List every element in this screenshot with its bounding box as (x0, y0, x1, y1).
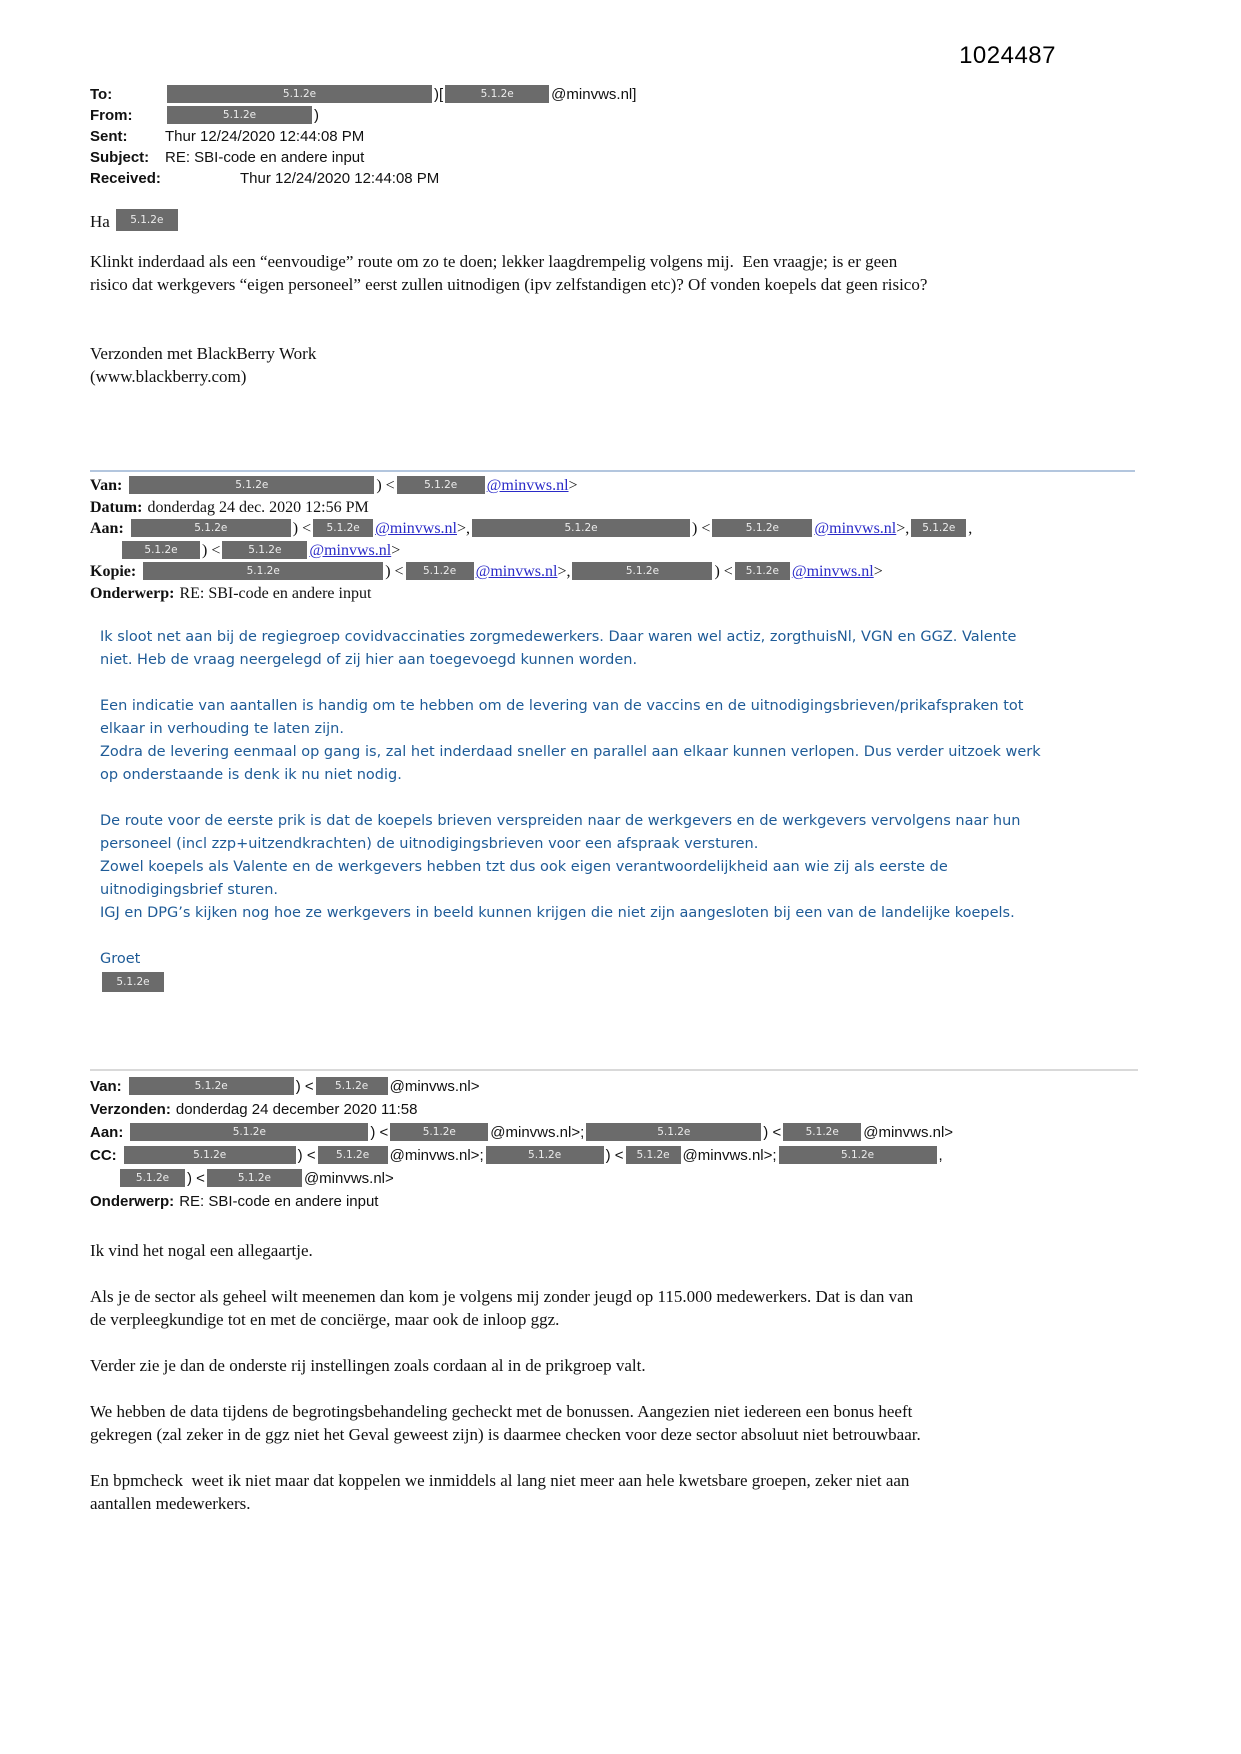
redaction-box: 5.1.2e (911, 519, 966, 537)
text-line: Zowel koepels als Valente en de werkgevers hebben tzt dus ook eigen verantwoordelijkheid aan wie zij als eerste de (100, 859, 948, 875)
field-value: , (938, 1147, 943, 1164)
header-row (90, 126, 1150, 147)
field-value: >, (557, 563, 571, 580)
header-row (90, 1144, 1150, 1167)
paragraph (90, 1285, 1150, 1331)
field-value: @minvws.nl>; (389, 1147, 484, 1164)
email3-body (90, 1239, 1150, 1515)
email1-greeting (90, 209, 1150, 232)
paragraph (90, 1354, 1150, 1377)
field-value: > (873, 563, 883, 580)
text-line: Klinkt inderdaad als een “eenvoudige” route om zo te doen; lekker laagdrempelig volgens mij. Een vraagje; is er geen (90, 252, 898, 271)
paragraph (90, 342, 1150, 388)
header-row (90, 84, 1150, 105)
text-line: uitnodigingsbrief sturen. (100, 882, 279, 898)
header-row (90, 1098, 1150, 1121)
redaction-box: 5.1.2e (397, 476, 485, 494)
field-label: Verzonden: (90, 1101, 171, 1118)
text-line: risico dat werkgevers “eigen personeel” eerst zullen uitnodigen (ipv zelfstandigen etc)? Of vonden koepels dat geen risico? (90, 275, 928, 294)
paragraph (90, 250, 1150, 296)
email-address-link[interactable]: @minvws.nl (475, 563, 558, 580)
field-label: Onderwerp: (90, 1193, 175, 1210)
field-label: Sent: (90, 128, 128, 145)
header-row (90, 1167, 1150, 1190)
text-line: En bpmcheck weet ik niet maar dat koppelen we inmiddels al lang niet meer aan hele kwetsbare groepen, zeker niet aan (90, 1471, 910, 1490)
field-value: RE: SBI-code en andere input (179, 584, 372, 602)
redaction-box: 5.1.2e (779, 1146, 937, 1164)
blackberry-signature (90, 342, 1150, 388)
field-value: ) < (714, 563, 733, 580)
text-line: Zodra de levering eenmaal op gang is, zal het inderdaad sneller en parallel aan elkaar kunnen verlopen. Dus verder uitzoek werk (100, 744, 1041, 760)
header-row (90, 1121, 1150, 1144)
text-line: elkaar in verhouding te laten zijn. (100, 721, 344, 737)
redaction-box: 5.1.2e (102, 972, 164, 992)
field-value: ) < (385, 563, 404, 580)
text-line: op onderstaande is denk ik nu niet nodig. (100, 767, 402, 783)
header-row (90, 518, 1150, 540)
field-value: RE: SBI-code en andere input (179, 1193, 379, 1210)
redaction-box: 5.1.2e (406, 562, 474, 580)
redaction-box: 5.1.2e (143, 562, 383, 580)
field-label: Van: (90, 1078, 122, 1095)
redaction-box: 5.1.2e (122, 541, 200, 559)
field-value: @minvws.nl] (551, 86, 637, 103)
field-value: )[ (434, 86, 444, 103)
field-value: donderdag 24 december 2020 11:58 (175, 1101, 418, 1118)
redaction-box: 5.1.2e (783, 1123, 861, 1141)
field-value: Thur 12/24/2020 12:44:08 PM (165, 128, 365, 145)
field-label: Received: (90, 170, 161, 187)
paragraph (100, 948, 1150, 971)
field-label: Van: (90, 477, 123, 494)
field-value: ) < (370, 1124, 389, 1141)
field-label: Aan: (90, 1124, 124, 1141)
email-address-link[interactable]: @minvws.nl (309, 541, 392, 559)
paragraph (90, 1469, 1150, 1515)
field-value: Ha (90, 212, 110, 231)
redaction-box: 5.1.2e (572, 562, 712, 580)
text-line: Ik vind het nogal een allegaartje. (90, 1241, 313, 1260)
field-label: Kopie: (90, 563, 137, 580)
field-value: @minvws.nl> (389, 1078, 480, 1095)
redaction-box: 5.1.2e (130, 1123, 368, 1141)
field-value: RE: SBI-code en andere input (165, 149, 365, 166)
text-line: De route voor de eerste prik is dat de koepels brieven verspreiden naar de werkgevers en de werkgevers vervolgens naar hun (100, 813, 1021, 829)
header-row (90, 583, 1150, 605)
field-value: ) < (376, 477, 395, 494)
email-address-link[interactable]: @minvws.nl (375, 520, 457, 537)
field-value: ) (314, 107, 319, 124)
field-label: From: (90, 107, 133, 124)
email-address-link[interactable]: @minvws.nl (791, 563, 874, 580)
redaction-box: 5.1.2e (129, 1077, 294, 1095)
text-line: Verder zie je dan de onderste rij instellingen zoals cordaan al in de prikgroep valt. (90, 1356, 646, 1375)
text-line: de verpleegkundige tot en met de conciërge, maar ook de inloop ggz. (90, 1310, 560, 1329)
text-line: Als je de sector als geheel wilt meenemen dan kom je volgens mij zonder jeugd op 115.000 medewerkers. Dat is dan van (90, 1287, 914, 1306)
email3-divider-line (90, 1069, 1138, 1071)
text-line: aantallen medewerkers. (90, 1494, 251, 1513)
redaction-box: 5.1.2e (390, 1123, 488, 1141)
header-row (90, 475, 1150, 497)
redaction-box: 5.1.2e (116, 209, 178, 231)
redaction-box: 5.1.2e (735, 562, 790, 580)
text-line: Verzonden met BlackBerry Work (90, 344, 317, 363)
redaction-box: 5.1.2e (167, 106, 312, 124)
redaction-box: 5.1.2e (124, 1146, 296, 1164)
text-line: gekregen (zal zeker in de ggz niet het Geval geweest zijn) is daarmee checken voor deze sector absoluut niet betrouwbaar. (90, 1425, 921, 1444)
redaction-box: 5.1.2e (626, 1146, 681, 1164)
text-line: Een indicatie van aantallen is handig om te hebben om de levering van de vaccins en de uitnodigingsbrieven/prikafspraken tot (100, 698, 1024, 714)
field-value: > (391, 541, 401, 559)
field-value: >, (896, 520, 910, 537)
redaction-box: 5.1.2e (120, 1169, 185, 1187)
email1-header (90, 84, 1150, 189)
field-value: donderdag 24 dec. 2020 12:56 PM (147, 498, 369, 516)
paragraph (100, 810, 1150, 925)
redaction-box: 5.1.2e (318, 1146, 388, 1164)
field-value: @minvws.nl> (863, 1124, 954, 1141)
field-value: Thur 12/24/2020 12:44:08 PM (240, 170, 440, 187)
redaction-box: 5.1.2e (313, 519, 373, 537)
redaction-box: 5.1.2e (129, 476, 374, 494)
email1-body (90, 250, 1150, 296)
field-value: >, (457, 520, 471, 537)
field-value: ) < (605, 1147, 624, 1164)
email2-divider-line (90, 470, 1135, 472)
header-row (90, 561, 1150, 583)
header-row (90, 105, 1150, 126)
field-label: Aan: (90, 520, 124, 537)
field-value: ) < (297, 1147, 316, 1164)
redaction-box: 5.1.2e (586, 1123, 761, 1141)
email2-body (90, 626, 1150, 971)
redaction-box: 5.1.2e (472, 519, 690, 537)
email-address-link[interactable]: @minvws.nl (814, 520, 897, 537)
field-label: Onderwerp: (90, 584, 175, 602)
redaction-box: 5.1.2e (207, 1169, 302, 1187)
field-value: ) < (692, 520, 711, 537)
redaction-box: 5.1.2e (222, 541, 307, 559)
paragraph (90, 1239, 1150, 1262)
text-line: Groet (100, 951, 141, 967)
document-number: 1024487 (959, 42, 1056, 69)
redaction-box: 5.1.2e (486, 1146, 604, 1164)
email-address-link[interactable]: @minvws.nl (486, 477, 569, 494)
email3-header (90, 1075, 1150, 1213)
header-row (90, 497, 1150, 519)
redaction-box: 5.1.2e (316, 1077, 388, 1095)
text-line: (www.blackberry.com) (90, 367, 247, 386)
field-value: ) < (202, 541, 221, 559)
header-row (90, 147, 1150, 168)
header-row (90, 1075, 1150, 1098)
header-row (90, 209, 1150, 232)
field-value: ) < (295, 1078, 314, 1095)
field-label: Datum: (90, 498, 143, 516)
header-row (90, 168, 1150, 189)
redaction-box: 5.1.2e (445, 85, 549, 103)
paragraph (100, 626, 1150, 672)
paragraph (90, 1400, 1150, 1446)
header-row (100, 972, 1150, 993)
field-value: @minvws.nl>; (490, 1124, 585, 1141)
field-label: CC: (90, 1147, 117, 1164)
header-row (90, 1190, 1150, 1213)
field-label: Subject: (90, 149, 150, 166)
paragraph (100, 695, 1150, 787)
field-label: To: (90, 86, 113, 103)
text-line: IGJ en DPG’s kijken nog hoe ze werkgevers in beeld kunnen krijgen die niet zijn aangesloten bij een van de landelijke koepels. (100, 905, 1015, 921)
field-value: > (568, 477, 578, 494)
text-line: We hebben de data tijdens de begrotingsbehandeling gecheckt met de bonussen. Aangezien niet iedereen een bonus heeft (90, 1402, 913, 1421)
redaction-box: 5.1.2e (131, 519, 291, 537)
redaction-box: 5.1.2e (712, 519, 812, 537)
text-line: niet. Heb de vraag neergelegd of zij hier aan toegevoegd kunnen worden. (100, 652, 638, 668)
field-value: ) < (763, 1124, 782, 1141)
field-value: ) < (292, 520, 312, 537)
text-line: Ik sloot net aan bij de regiegroep covidvaccinaties zorgmedewerkers. Daar waren wel actiz, zorgthuisNl, VGN en GGZ. Valente (100, 629, 1017, 645)
field-value: ) < (187, 1170, 205, 1187)
field-value: @minvws.nl> (303, 1170, 394, 1187)
field-value: , (968, 520, 973, 537)
email2-signature (90, 972, 1150, 993)
field-value: @minvws.nl>; (682, 1147, 777, 1164)
header-row (90, 540, 1150, 562)
email2-header (90, 475, 1150, 604)
text-line: personeel (incl zzp+uitzendkrachten) de uitnodigingsbrieven voor een afspraak versturen. (100, 836, 759, 852)
redaction-box: 5.1.2e (167, 85, 432, 103)
